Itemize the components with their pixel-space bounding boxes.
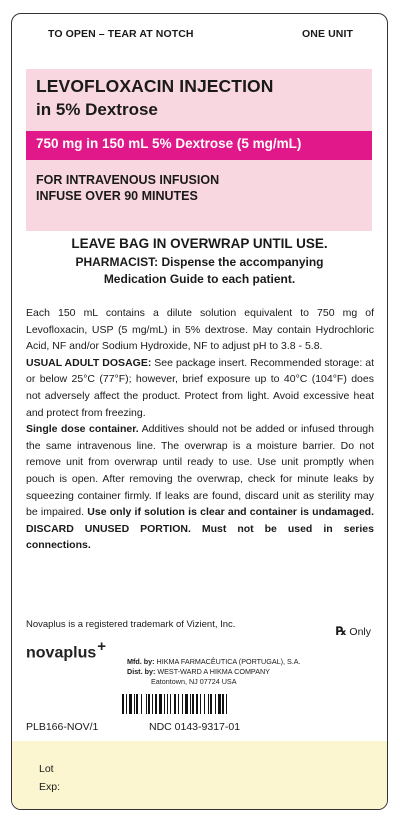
label-body bbox=[26, 305, 374, 554]
barcode-bar bbox=[215, 694, 216, 714]
mfd-label: Mfd. by: bbox=[127, 657, 155, 666]
barcode-bar bbox=[226, 694, 227, 714]
drug-label bbox=[11, 13, 388, 810]
barcode-bar bbox=[174, 694, 176, 714]
barcode-bar bbox=[155, 694, 157, 714]
rx-symbol: ℞ bbox=[335, 624, 347, 638]
ndc-number: NDC 0143-9317-01 bbox=[149, 721, 241, 733]
barcode-bar bbox=[148, 694, 150, 714]
unit-count: ONE UNIT bbox=[302, 28, 353, 40]
container-bold-text: Use only if solution is clear and container is undamaged. DISCARD UNUSED PORTION. Must not be used in series connections. bbox=[26, 506, 374, 552]
barcode-bar bbox=[122, 694, 124, 714]
drug-name: LEVOFLOXACIN INJECTION bbox=[36, 76, 274, 96]
route-text: FOR INTRAVENOUS INFUSION bbox=[36, 173, 220, 187]
lot-label: Lot bbox=[39, 763, 54, 775]
barcode-bar bbox=[152, 694, 153, 714]
barcode-bar bbox=[178, 694, 179, 714]
product-header bbox=[26, 69, 372, 231]
dosage-text: See package insert. Recommended storage: at or below 25°C (77°F); however, brief exposure up to 40°C (104°F) does not adversely affect the product. Protect from light. Avoid excessive heat and protect from freezing. bbox=[26, 356, 374, 419]
rx-only-text: Only bbox=[346, 626, 371, 638]
barcode-bar bbox=[146, 694, 147, 714]
barcode-bar bbox=[185, 694, 188, 714]
overwrap-warning: LEAVE BAG IN OVERWRAP UNTIL USE. bbox=[71, 236, 328, 251]
logo-text: novaplus bbox=[26, 644, 97, 662]
strength-band bbox=[26, 131, 372, 160]
barcode-bar bbox=[218, 694, 221, 714]
barcode-bar bbox=[196, 694, 198, 714]
barcode-bar bbox=[159, 694, 162, 714]
composition-paragraph: Each 150 mL contains a dilute solution equivalent to 750 mg of Levofloxacin, USP (5 mg/mL) in 5% dextrose. May contain Hydrochloric Acid, NF and/or Sodium Hydroxide, NF to adjust pH to 3.8 - 5.8. bbox=[26, 307, 374, 353]
dosage-heading: USUAL ADULT DOSAGE: bbox=[26, 356, 152, 369]
drug-diluent: in 5% Dextrose bbox=[36, 100, 158, 119]
strength-text: 750 mg in 150 mL 5% Dextrose (5 mg/mL) bbox=[36, 136, 302, 151]
infusion-time-text: INFUSE OVER 90 MINUTES bbox=[36, 189, 198, 203]
distributor-line bbox=[127, 667, 270, 677]
tear-notch-text: TO OPEN – TEAR AT NOTCH bbox=[48, 28, 194, 40]
exp-label: Exp: bbox=[39, 781, 61, 793]
barcode-bar bbox=[136, 694, 138, 714]
barcode-bar bbox=[208, 694, 209, 714]
single-dose-heading: Single dose container. bbox=[26, 423, 139, 436]
trademark-note: Novaplus is a registered trademark of Vizient, Inc. bbox=[26, 619, 236, 630]
logo-plus-icon: + bbox=[97, 638, 106, 655]
barcode-bar bbox=[167, 694, 168, 714]
barcode-bar bbox=[129, 694, 132, 714]
barcode-bar bbox=[134, 694, 135, 714]
barcode-bar bbox=[210, 694, 212, 714]
barcode-bar bbox=[222, 694, 224, 714]
barcode-bar bbox=[192, 694, 194, 714]
dosage-paragraph bbox=[26, 355, 374, 421]
barcode-bar bbox=[170, 694, 171, 714]
dist-label: Dist. by: bbox=[127, 667, 156, 676]
barcode-bar bbox=[182, 694, 183, 714]
container-text: Additives should not be added or infused through the same intravenous line. The overwrap is a moisture barrier. Do not remove unit from overwrap until ready to use. Use unit promptly when pouch is open. After removing the overwrap, check for minute leaks by squeezing container firmly. If leaks are found, discard unit as sterility may be impaired. bbox=[26, 423, 374, 519]
barcode-bar bbox=[164, 694, 165, 714]
barcode-bar bbox=[141, 694, 142, 714]
pharmacist-note-line1: PHARMACIST: Dispense the accompanying bbox=[75, 255, 324, 269]
dist-value: WEST-WARD A HIKMA COMPANY bbox=[155, 667, 270, 676]
lot-exp-area bbox=[12, 741, 387, 809]
mfd-value: HIKMA FARMACÊUTICA (PORTUGAL), S.A. bbox=[154, 657, 301, 666]
barcode-bar bbox=[204, 694, 205, 714]
novaplus-logo bbox=[26, 638, 106, 662]
distributor-city: Eatontown, NJ 07724 USA bbox=[151, 677, 237, 686]
barcode-bar bbox=[190, 694, 191, 714]
barcode-bar bbox=[126, 694, 127, 714]
pharmacist-note-line2: Medication Guide to each patient. bbox=[103, 272, 296, 286]
barcode bbox=[122, 694, 282, 714]
barcode-bar bbox=[200, 694, 201, 714]
manufacturer-line bbox=[127, 657, 301, 667]
rx-only bbox=[336, 624, 371, 638]
container-paragraph bbox=[26, 421, 374, 554]
label-code: PLB166-NOV/1 bbox=[26, 721, 99, 733]
